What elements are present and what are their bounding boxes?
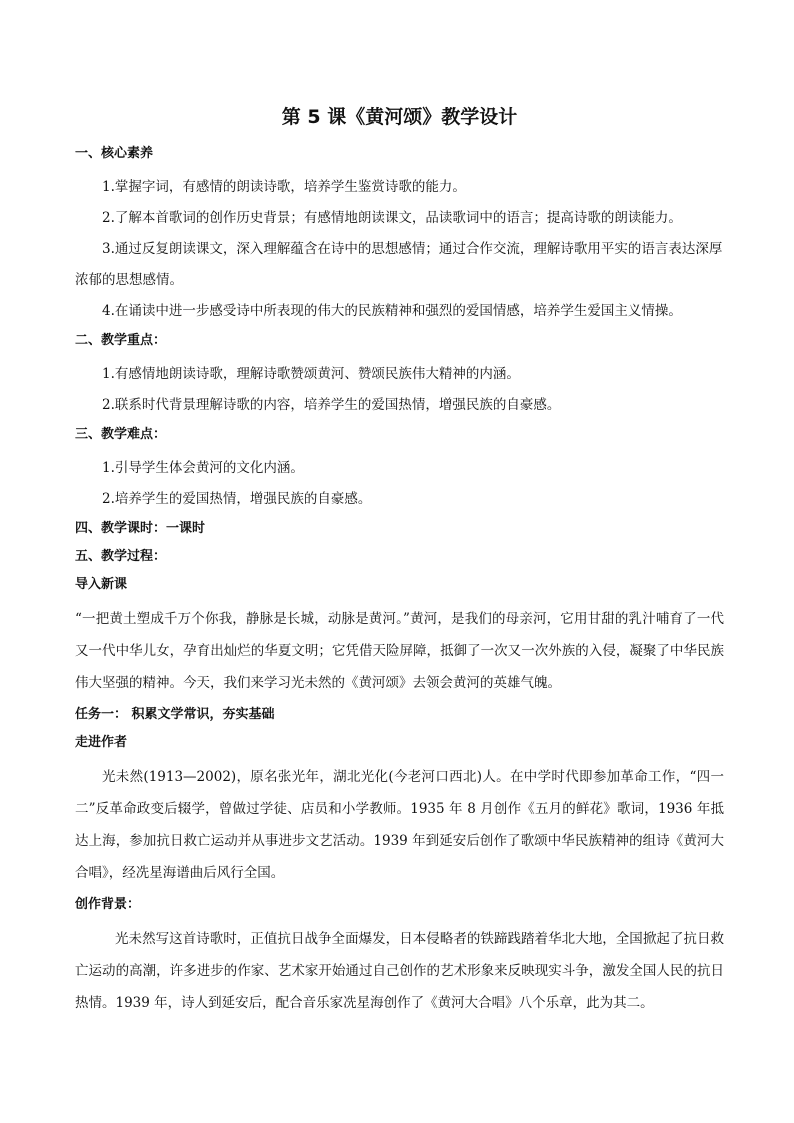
difficulty-item-1: 1.引导学生体会黄河的文化内涵。	[102, 460, 304, 476]
core-literacy-item-3: 3.通过反复朗读课文，深入理解蕴含在诗中的思想感情；通过合作交流，理解诗歌用平实的语言表达深厚浓郁的思想感情。	[75, 241, 723, 288]
core-literacy-item-2: 2.了解本首歌词的创作历史背景；有感情地朗读课文，品读歌词中的语言；提高诗歌的朗读能力。	[102, 210, 682, 226]
section-heading-class-hours: 四、教学课时：一课时	[75, 521, 206, 536]
key-point-item-1: 1.有感情地朗读诗歌，理解诗歌赞颂黄河、赞颂民族伟大精神的内涵。	[102, 366, 520, 382]
section-key-points	[75, 331, 724, 421]
section-heading-core-literacy: 一、核心素养	[75, 146, 154, 161]
author-heading: 走进作者	[75, 735, 128, 750]
section-core-literacy	[75, 144, 724, 327]
core-literacy-item-4: 4.在诵读中进一步感受诗中所表现的伟大的民族精神和强烈的爱国情感，培养学生爱国主义情操。	[102, 303, 682, 319]
background-heading: 创作背景：	[75, 897, 141, 912]
difficulty-item-2: 2.培养学生的爱国热情，增强民族的自豪感。	[102, 491, 372, 507]
author-paragraph: 光未然(1913—2002)，原名张光年，湖北光化(今老河口西北)人。在中学时代即参加革命工作，“四一二”反革命政变后辍学，曾做过学徒、店员和小学教师。1935 年 8 月创作《五月的鲜花》歌词，1936 年抵达上海，参加抗日救亡运动并从事进步文艺活动。1939 年到延安后创作了歌颂中华民族精神的组诗《黄河大合唱》，经冼星海谱曲后风行全国。	[75, 769, 724, 881]
section-heading-key-points: 二、教学重点：	[75, 333, 167, 348]
background-paragraph: 光未然写这首诗歌时，正值抗日战争全面爆发，日本侵略者的铁蹄践踏着华北大地，全国掀起了抗日救亡运动的高潮，许多进步的作家、艺术家开始通过自己创作的艺术形象来反映现实斗争，激发全国人民的抗日热情。1939 年，诗人到延安后，配合音乐家冼星海创作了《黄河大合唱》八个乐章，此为其二。	[75, 931, 724, 1011]
document-title: 第 5 课《黄河颂》教学设计	[281, 106, 518, 128]
key-point-item-2: 2.联系时代背景理解诗歌的内容，培养学生的爱国热情，增强民族的自豪感。	[102, 397, 561, 413]
section-difficulties	[75, 425, 724, 515]
section-heading-teaching-process: 五、教学过程：	[75, 549, 167, 564]
section-heading-difficulties: 三、教学难点：	[75, 427, 167, 442]
intro-paragraph: “一把黄土塑成千万个你我，静脉是长城，动脉是黄河。”黄河，是我们的母亲河，它用甘甜的乳汁哺育了一代又一代中华儿女，孕育出灿烂的华夏文明；它凭借天险屏障，抵御了一次又一次外族的入侵，凝聚了中华民族伟大坚强的精神。今天，我们来学习光未然的《黄河颂》去领会黄河的英雄气魄。	[75, 611, 724, 691]
intro-heading: 导入新课	[75, 577, 128, 592]
core-literacy-item-1: 1.掌握字词，有感情的朗读诗歌，培养学生鉴赏诗歌的能力。	[102, 179, 466, 195]
task1-heading: 任务一： 积累文学常识，夯实基础	[75, 707, 275, 722]
